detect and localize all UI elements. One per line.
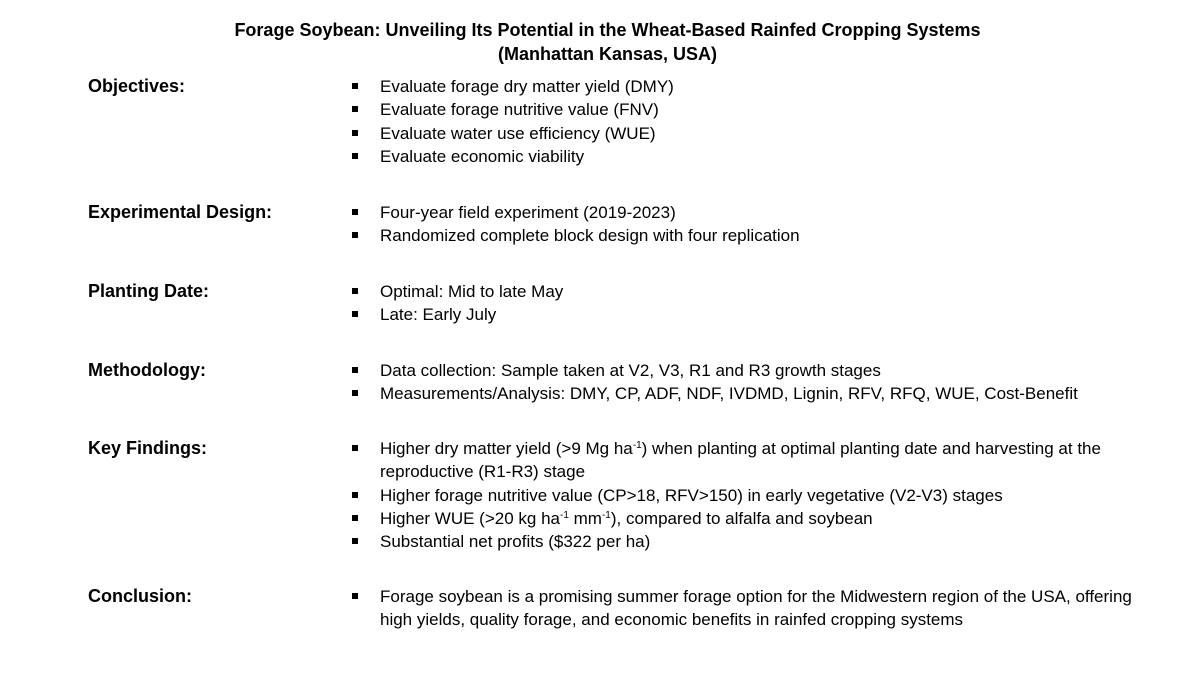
list-item: Higher forage nutritive value (CP>18, RFV>150) in early vegetative (V2-V3) stages xyxy=(352,484,1152,507)
list-item: Measurements/Analysis: DMY, CP, ADF, NDF, IVDMD, Lignin, RFV, RFQ, WUE, Cost-Benefit xyxy=(352,382,1152,405)
list-item: Optimal: Mid to late May xyxy=(352,280,1152,303)
list-item: Late: Early July xyxy=(352,303,1152,326)
planting-label: Planting Date: xyxy=(88,281,210,301)
planting-list xyxy=(352,280,1152,327)
bullet-icon xyxy=(352,390,358,396)
findings-label: Key Findings: xyxy=(88,438,208,458)
list-item: Higher WUE (>20 kg $ha^{-1}$ $mm^{-1}$), compared to alfalfa and soybean xyxy=(352,507,1152,530)
list-item: Forage soybean is a promising summer forage option for the Midwestern region of the USA, offering high yields, quality forage, and economic benefits in rainfed cropping systems xyxy=(352,585,1152,632)
list-item: Data collection: Sample taken at V2, V3, R1 and R3 growth stages xyxy=(352,359,1152,382)
bullet-icon xyxy=(352,367,358,373)
bullet-icon xyxy=(352,106,358,112)
title-line-2: (Manhattan Kansas, USA) xyxy=(497,44,718,64)
objectives-list xyxy=(352,75,1152,168)
list-item: Higher dry matter yield (>9 Mg $ha^{-1}$) when planting at optimal planting date and harvesting at the reproductive (R1-R3) stage xyxy=(352,437,1152,484)
bullet-icon xyxy=(352,538,358,544)
bullet-icon xyxy=(352,209,358,215)
conclusion-label: Conclusion: xyxy=(88,586,192,606)
bullet-icon xyxy=(352,83,358,89)
bullet-icon xyxy=(352,153,358,159)
bullet-icon xyxy=(352,288,358,294)
design-list xyxy=(352,201,1152,248)
bullet-icon xyxy=(352,492,358,498)
bullet-icon xyxy=(352,130,358,136)
bullet-icon xyxy=(352,232,358,238)
design-label: Experimental Design: xyxy=(88,202,273,222)
bullet-icon xyxy=(352,311,358,317)
bullet-icon xyxy=(352,593,358,599)
list-item: Four-year field experiment (2019-2023) xyxy=(352,201,1152,224)
conclusion-list xyxy=(352,585,1152,632)
list-item: Randomized complete block design with four replication xyxy=(352,224,1152,247)
list-item: Evaluate economic viability xyxy=(352,145,1152,168)
list-item: Evaluate forage dry matter yield (DMY) xyxy=(352,75,1152,98)
list-item: Substantial net profits ($322 per ha) xyxy=(352,530,1152,553)
bullet-icon xyxy=(352,445,358,451)
methodology-label: Methodology: xyxy=(88,360,206,380)
findings-list xyxy=(352,437,1152,553)
title-line-1: Forage Soybean: Unveiling Its Potential in the Wheat-Based Rainfed Cropping Systems xyxy=(234,20,981,40)
list-item: Evaluate water use efficiency (WUE) xyxy=(352,122,1152,145)
objectives-label: Objectives: xyxy=(88,76,186,96)
bullet-icon xyxy=(352,515,358,521)
methodology-list xyxy=(352,359,1152,406)
list-item: Evaluate forage nutritive value (FNV) xyxy=(352,98,1152,121)
page-title xyxy=(0,18,1200,66)
